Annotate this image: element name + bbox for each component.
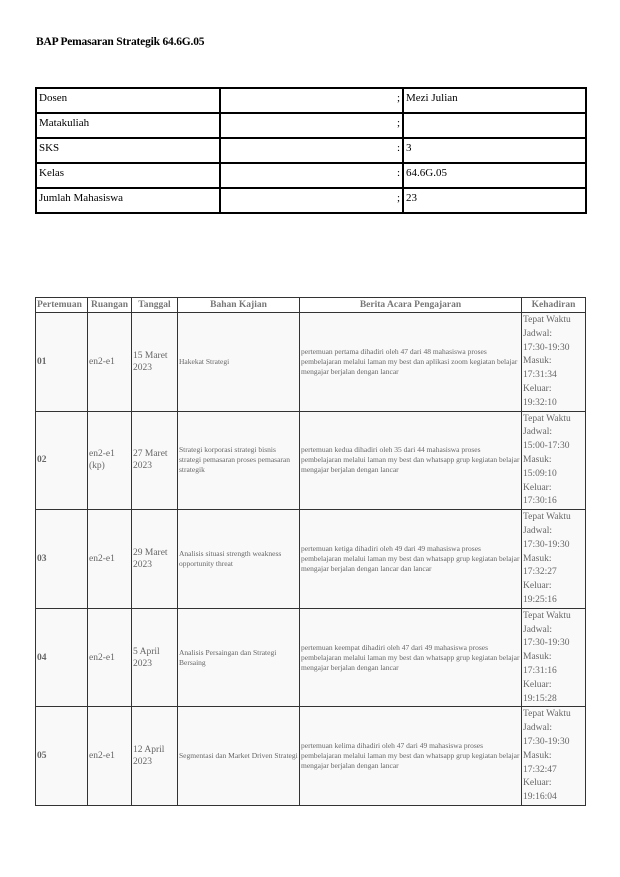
cell-kehadiran: [522, 707, 586, 806]
cell-bahan-kajian: Analisis situasi strength weakness opportunity threat: [178, 510, 300, 609]
cell-tanggal: 15 Maret 2023: [132, 313, 178, 412]
info-separator: :: [220, 138, 403, 163]
check-out-label: Keluar:: [523, 778, 552, 789]
schedule-value: 15:00-17:30: [523, 441, 570, 452]
info-value: 23: [403, 188, 586, 213]
cell-pertemuan: 04: [36, 608, 88, 707]
check-out-label: Keluar:: [523, 482, 552, 493]
course-info-table: [35, 87, 587, 214]
info-label: Kelas: [36, 163, 220, 188]
cell-ruangan: en2-e1: [88, 510, 132, 609]
cell-bahan-kajian: Hakekat Strategi: [178, 313, 300, 412]
info-row-sks: [36, 138, 586, 163]
info-row-matakuliah: [36, 113, 586, 138]
check-in-value: 15:09:10: [523, 468, 557, 479]
info-separator: ;: [220, 88, 403, 113]
attendance-status: Tepat Waktu: [523, 413, 571, 424]
attendance-status: Tepat Waktu: [523, 709, 571, 720]
cell-ruangan: en2-e1: [88, 707, 132, 806]
table-row: [36, 510, 586, 609]
attendance-status: Tepat Waktu: [523, 315, 571, 325]
check-in-label: Masuk:: [523, 652, 552, 663]
header-tanggal: Tanggal: [132, 298, 178, 313]
info-separator: ;: [220, 113, 403, 138]
check-out-value: 19:25:16: [523, 594, 557, 605]
info-row-dosen: [36, 88, 586, 113]
info-value: [403, 113, 586, 138]
check-in-label: Masuk:: [523, 454, 552, 465]
cell-pertemuan: 05: [36, 707, 88, 806]
schedule-label: Jadwal:: [523, 624, 553, 635]
check-out-label: Keluar:: [523, 581, 552, 592]
info-value: 64.6G.05: [403, 163, 586, 188]
cell-kehadiran: [522, 411, 586, 510]
info-separator: ;: [220, 188, 403, 213]
header-ruangan: Ruangan: [88, 298, 132, 313]
table-header-row: [36, 298, 586, 313]
cell-bahan-kajian: Strategi korporasi strategi bisnis strategi pemasaran proses pemasaran strategik: [178, 411, 300, 510]
info-row-jumlah-mahasiswa: [36, 188, 586, 213]
cell-berita-acara: pertemuan keempat dihadiri oleh 47 dari 49 mahasiswa proses pembelajaran melalui laman my best dan whatsapp grup kegiatan belajar mengajar berjalan dengan lancar: [300, 608, 522, 707]
cell-ruangan: en2-e1: [88, 313, 132, 412]
document-title: BAP Pemasaran Strategik 64.6G.05: [36, 36, 205, 48]
check-out-label: Keluar:: [523, 383, 552, 394]
schedule-value: 17:30-19:30: [523, 736, 570, 747]
info-row-kelas: [36, 163, 586, 188]
schedule-label: Jadwal:: [523, 525, 553, 536]
cell-bahan-kajian: Segmentasi dan Market Driven Strategi: [178, 707, 300, 806]
schedule-label: Jadwal:: [523, 328, 553, 339]
table-row: [36, 608, 586, 707]
check-out-value: 17:30:16: [523, 496, 557, 507]
cell-berita-acara: pertemuan pertama dihadiri oleh 47 dari 48 mahasiswa proses pembelajaran melalui laman my best dan aplikasi zoom kegiatan belajar mengajar berjalan dengan lancar: [300, 313, 522, 412]
cell-berita-acara: pertemuan kelima dihadiri oleh 47 dari 49 mahasiswa proses pembelajaran melalui laman my best dan whatsapp grup kegiatan belajar mengajar berjalan dengan lancar: [300, 707, 522, 806]
info-label: Matakuliah: [36, 113, 220, 138]
cell-kehadiran: [522, 608, 586, 707]
header-pertemuan: Pertemuan: [36, 298, 88, 313]
check-out-value: 19:32:10: [523, 397, 557, 408]
check-in-value: 17:32:27: [523, 567, 557, 578]
attendance-status: Tepat Waktu: [523, 610, 571, 621]
info-value: Mezi Julian: [403, 88, 586, 113]
cell-tanggal: 29 Maret 2023: [132, 510, 178, 609]
schedule-value: 17:30-19:30: [523, 539, 570, 550]
cell-kehadiran: [522, 510, 586, 609]
check-in-value: 17:31:16: [523, 665, 557, 676]
check-in-value: 17:32:47: [523, 764, 557, 775]
cell-berita-acara: pertemuan ketiga dihadiri oleh 49 dari 49 mahasiswa proses pembelajaran melalui laman my best dan whatsapp grup kegiatan belajar mengajar berjalan dengan lancar dan lancar: [300, 510, 522, 609]
check-in-label: Masuk:: [523, 750, 552, 761]
info-value: 3: [403, 138, 586, 163]
cell-kehadiran: [522, 313, 586, 412]
check-out-value: 19:15:28: [523, 693, 557, 704]
info-label: Dosen: [36, 88, 220, 113]
cell-tanggal: 5 April 2023: [132, 608, 178, 707]
cell-ruangan: en2-e1 (kp): [88, 411, 132, 510]
schedule-label: Jadwal:: [523, 427, 553, 438]
header-berita-acara: Berita Acara Pengajaran: [300, 298, 522, 313]
check-in-label: Masuk:: [523, 356, 552, 367]
meetings-table: [35, 297, 586, 806]
cell-berita-acara: pertemuan kedua dihadiri oleh 35 dari 44 mahasiswa proses pembelajaran melalui laman my best dan whatsapp grup kegiatan belajar mengajar berjalan dengan lancar: [300, 411, 522, 510]
check-out-value: 19:16:04: [523, 792, 557, 803]
schedule-value: 17:30-19:30: [523, 342, 570, 353]
table-row: [36, 313, 586, 412]
check-in-value: 17:31:34: [523, 370, 557, 381]
cell-tanggal: 12 April 2023: [132, 707, 178, 806]
schedule-label: Jadwal:: [523, 723, 553, 734]
table-row: [36, 707, 586, 806]
info-separator: :: [220, 163, 403, 188]
check-out-label: Keluar:: [523, 679, 552, 690]
cell-bahan-kajian: Analisis Persaingan dan Strategi Bersaing: [178, 608, 300, 707]
attendance-status: Tepat Waktu: [523, 512, 571, 523]
cell-pertemuan: 03: [36, 510, 88, 609]
header-kehadiran: Kehadiran: [522, 298, 586, 313]
check-in-label: Masuk:: [523, 553, 552, 564]
cell-pertemuan: 02: [36, 411, 88, 510]
header-bahan-kajian: Bahan Kajian: [178, 298, 300, 313]
cell-tanggal: 27 Maret 2023: [132, 411, 178, 510]
cell-ruangan: en2-e1: [88, 608, 132, 707]
info-label: Jumlah Mahasiswa: [36, 188, 220, 213]
table-row: [36, 411, 586, 510]
schedule-value: 17:30-19:30: [523, 638, 570, 649]
info-label: SKS: [36, 138, 220, 163]
cell-pertemuan: 01: [36, 313, 88, 412]
